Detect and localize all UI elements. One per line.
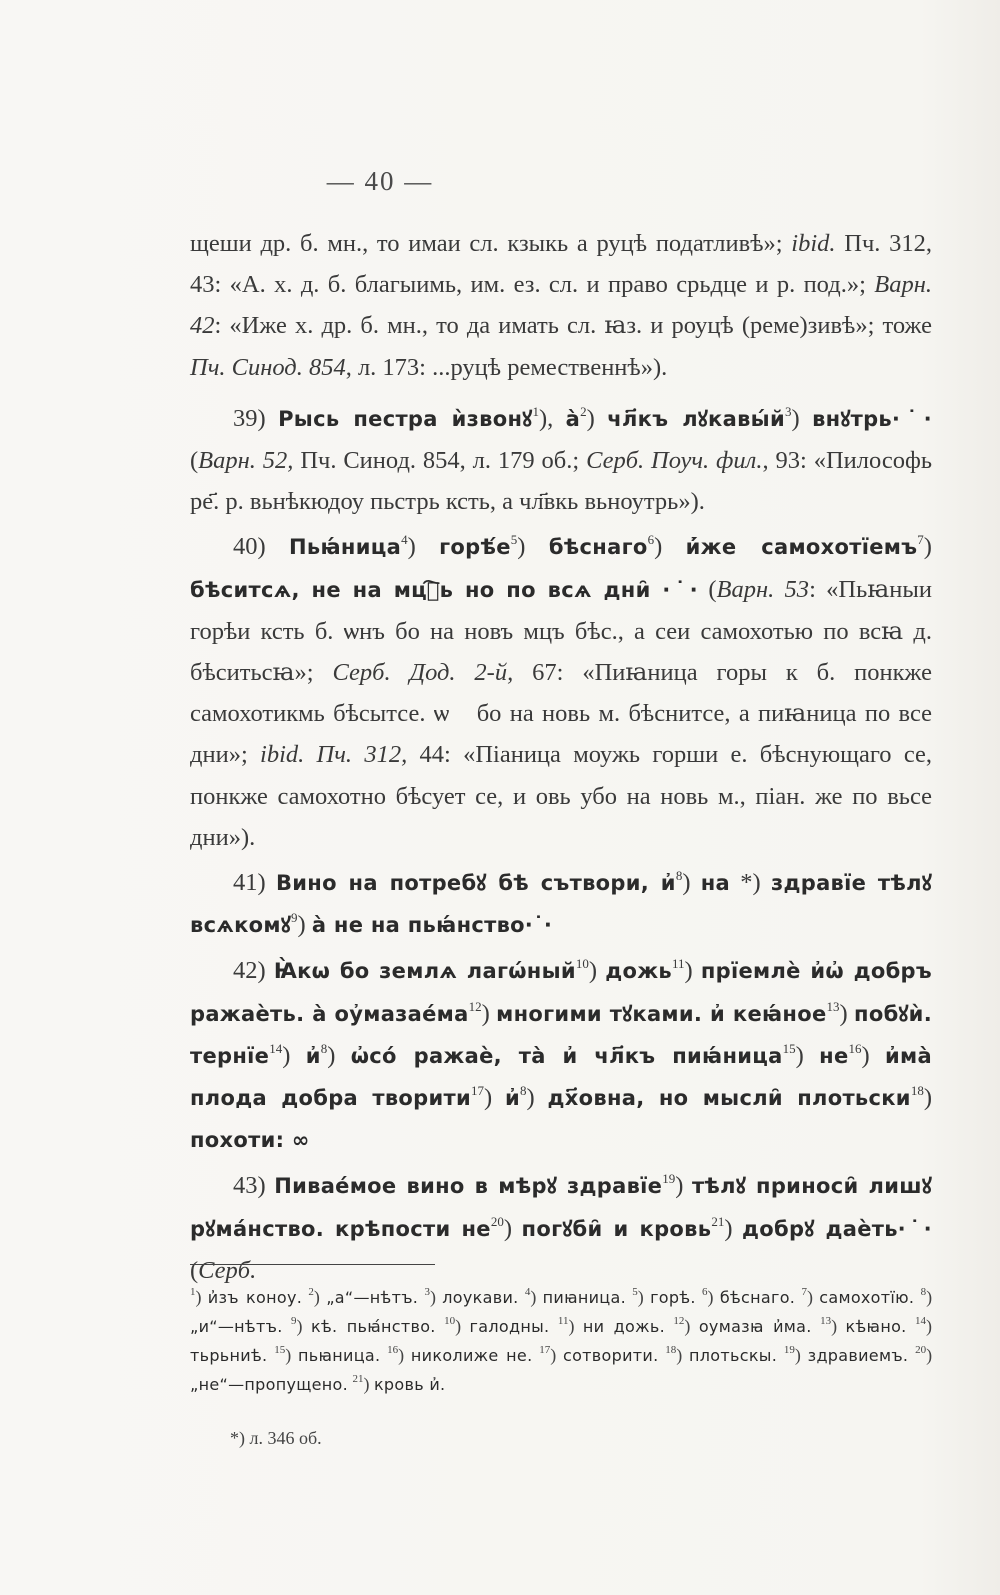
footnote-item: $^8$) „и“—нѣтъ. [190,1286,933,1336]
text-run: ) [675,1172,692,1200]
footnote-text: тьрьниѣ. [190,1346,268,1365]
church-slavonic-text: ѡ҆со́ ражаѐ, та̀ и҆ чл҃къ пиꙗ́ница [350,1043,783,1068]
church-slavonic-text: похоти: ∞ [190,1128,310,1153]
footnote-ref: 8 [520,1083,527,1099]
church-slavonic-text: тѣлꙋ приноси̑ лишꙋ рꙋма́нство. крѣпости не [190,1174,932,1241]
footnote-ref: 15 [782,1040,796,1056]
church-slavonic-text: дх҃овна, но мысли̑ плотьски [547,1086,911,1111]
footnote-number: 9 [291,1315,297,1327]
citation-italic: Серб. Дод. 2-й, [332,659,514,687]
footnote-number: 20 [915,1344,927,1356]
footnote-text: „а“—нѣтъ. [326,1288,419,1307]
footnote-text: ни дожь. [582,1317,665,1336]
text-run: ) [517,533,549,561]
footnote-text: николиже не. [410,1346,533,1365]
text-run: ) [724,1214,743,1242]
footnote-item: $^{21}$) кровь и҆. [352,1373,446,1394]
text-run: ), [538,404,566,432]
church-slavonic-text: Пьꙗ́ница [289,535,402,560]
citation-italic: Серб. [198,1256,257,1284]
text-run: ) [791,404,813,432]
footnote-text: плотьскы. [689,1346,778,1365]
footnote-ref: 10 [575,956,589,972]
footnote-ref: 8 [320,1040,328,1056]
paragraph-43 [190,1165,932,1291]
text-run: ) [861,1041,886,1069]
footnote-text: пьꙗница. [297,1346,381,1365]
footnote-item: $^3$) лоукави. [424,1286,519,1307]
text-run: ) [483,1084,505,1112]
church-slavonic-text: Вино на потребꙋ бѣ сътвори, и҆ [275,871,676,896]
text-run: ( [698,575,717,603]
footnote-text: кѣ. пьꙗ́нство. [310,1317,436,1336]
church-slavonic-text: Пивае́мое вино в мѣрꙋ здравїе [274,1174,663,1199]
footnote-number: 14 [915,1315,927,1327]
footnote-text: кровь и҆. [373,1375,446,1394]
church-slavonic-text: на [700,871,731,896]
text-run: ) [586,404,608,432]
text-run: ) [282,1041,306,1069]
footnote-text: и҆зъ коноу. [207,1288,303,1307]
text-run: : «Иже х. др. б. мн., то да имать сл. ꙗз. и роуцѣ (реме)зивѣ»; тоже [214,312,932,340]
text-run: *) [730,869,771,897]
footnote-ref: 20 [490,1213,504,1229]
footnote-text: самохотїю. [819,1288,915,1307]
text-run: ) [526,1084,548,1112]
footnote-text: бѣснаго. [719,1288,796,1307]
footnote-number: 18 [665,1344,677,1356]
text-run: ) [923,1084,932,1112]
citation-italic: Серб. Поуч. фил. [586,447,763,475]
church-slavonic-text: горѣ́е [439,535,511,560]
church-slavonic-text: многими тꙋками. и҆ кеꙗ́ное [496,1001,827,1026]
footnote-ref: 5 [510,532,518,548]
footnote-number: 19 [783,1344,795,1356]
church-slavonic-text: Рысь пестра ѝзвонꙋ [278,406,533,431]
footnote-number: 11 [557,1315,569,1327]
footnote-ref: 8 [675,868,683,884]
main-text [190,223,932,1295]
text-run: : «Пьꙗныи горѣи ксть б. ѡнъ бо на новъ мцъ бѣс., а сеи самохотью по всꙗ д. бѣситьсꙗ»; [190,575,932,687]
footnote-ref: 18 [910,1083,924,1099]
footnotes [190,1283,932,1399]
paragraph-40 [190,526,932,858]
text-run: 44: «Піаница моужь горши е. бѣснующаго се, понкже самохотно бѣсует се, и овь убо на новь м., піан. же по вьсе дни»). [190,741,932,851]
text-run: ( [190,1256,199,1284]
footnote-item: $^9$) кѣ. пьꙗ́нство. [291,1315,436,1336]
text-run: 43) [233,1172,275,1200]
footnote-ref: 13 [826,998,840,1014]
footnote-ref: 11 [671,956,685,972]
footnote-number: 21 [352,1373,364,1385]
church-slavonic-text: дожь [605,959,672,984]
citation-italic: Пч. Синод. 854 [190,353,346,381]
footnote-text: галодны. [469,1317,550,1336]
church-slavonic-text: Ꙗ̀кѡ бо землѧ лагѡ́ный [273,959,576,984]
citation-italic: Варн. 42 [190,271,932,340]
church-slavonic-text: побꙋѝ. тернїе [190,1001,932,1068]
paragraph-42 [190,950,932,1161]
footnote-text: „не“—пропущено. [190,1375,348,1394]
church-slavonic-text: внꙋтрь∙˙∙ [812,406,932,431]
paragraph-39 [190,398,932,523]
footnote-item: $^7$) самохотїю. [801,1286,915,1307]
church-slavonic-text: не [819,1043,849,1068]
text-run: 40) [233,533,290,561]
footnote-number: 16 [387,1344,399,1356]
footnote-ref: 14 [269,1040,283,1056]
footnote-ref: 21 [711,1213,725,1229]
paragraph-intro [190,223,932,388]
footnote-item: $^2$) „а“—нѣтъ. [308,1286,419,1307]
church-slavonic-text: здравїе тѣлꙋ всѧкомꙋ [190,871,932,938]
footnote-ref: 6 [647,532,655,548]
text-run: ) [684,957,701,985]
footnote-number: 17 [539,1344,551,1356]
citation-italic: Варн. 53 [716,575,810,603]
text-run: ( [190,447,199,475]
church-slavonic-text: а̀ не на пьꙗ́нство∙˙∙ [311,913,553,938]
footnote-number: 13 [820,1315,832,1327]
footnote-number: 5 [632,1286,638,1298]
footnote-ref: 7 [917,532,924,548]
church-slavonic-text: и҆ [505,1086,521,1111]
footnote-number: 3 [424,1286,430,1298]
footnote-item: $^{10}$) галодны. [444,1315,550,1336]
footnote-number: 4 [524,1286,531,1298]
footnote-item: $^{12}$) оумазꙗ и҆ма. [673,1315,812,1336]
footnote-number: 8 [920,1286,927,1298]
text-run: ) [588,957,606,985]
text-run: 67: «Пиꙗница горы к б. понкже самохотикмь бѣсытсе. ѡⷡ бо на новь м. бѣснитсе, а пиꙗница по все дни»; [190,659,932,769]
footnote-text: горѣ. [650,1288,696,1307]
footnote-text: здравиемъ. [807,1346,909,1365]
footnote-number: 15 [274,1344,286,1356]
star-footnote-text: л. 346 об. [249,1428,322,1448]
text-run: ) [297,911,312,939]
text-run: ) [503,1214,522,1242]
text-run: ) [795,1041,820,1069]
footnote-item: $^{20}$) „не“—пропущено. [190,1344,933,1394]
footnote-item: $^{16}$) николиже не. [387,1344,533,1365]
footnote-number: 2 [308,1286,314,1298]
text-run: , 93: «Пилософь ре҃. р. вьнѣкюдоу пьстрь ксть, а чл҃вкь вьноутрь»). [190,447,933,516]
star-footnote [230,1428,322,1449]
text-run: ) [682,869,701,897]
text-run: 39) [233,404,279,432]
footnote-item: $^{14}$) тьрьниѣ. [190,1315,933,1365]
footnote-number: 1 [190,1286,196,1298]
church-slavonic-text: и҆ [305,1043,321,1068]
footnote-number: 7 [801,1286,807,1298]
text-run: Пч. 312, 43: «А. х. д. б. благыимь, им. ез. сл. и право срьдце и р. под.»; [190,230,932,299]
footnote-ref: 1 [532,403,539,419]
citation-italic: Варн. 52, [198,447,294,475]
church-slavonic-text: прїемлѐ и҆ѡ҆ добръ ражаѐть. а̀ оу҆мазае́ма [190,959,932,1026]
text-run: Пч. Синод. 854, л. 179 об.; [293,447,587,475]
text-run: ) [407,533,440,561]
star-footnote-mark: *) [230,1428,245,1448]
footnote-ref: 17 [470,1083,484,1099]
footnote-ref: 3 [784,403,792,419]
text-run: 41) [233,869,276,897]
footnote-item: $^{18}$) плотьскы. [665,1344,778,1365]
church-slavonic-text: бѣснаго [548,535,648,560]
text-run: ) [327,1041,351,1069]
church-slavonic-text: чл҃къ лꙋкавы́й [607,406,785,431]
footnote-number: 10 [444,1315,456,1327]
footnote-item: $^{19}$) здравиемъ. [783,1344,909,1365]
footnote-ref: 2 [580,403,587,419]
text-run: ) [654,533,686,561]
text-run: щеши др. б. мн., то имаи сл. кзыкь а руцѣ податливѣ»; [190,230,792,257]
footnote-ref: 19 [662,1171,676,1187]
footnote-item: $^{11}$) ни дожь. [557,1315,665,1336]
citation-italic: ibid. Пч. 312, [260,741,408,769]
footnote-number: 12 [673,1315,685,1327]
footnote-item: $^6$) бѣснаго. [702,1286,796,1307]
footnote-text: кѣꙗно. [845,1317,907,1336]
footnote-item: $^{13}$) кѣꙗно. [820,1315,907,1336]
footnote-number: 6 [702,1286,708,1298]
church-slavonic-text: и҆́же самохотїемъ [685,535,918,560]
church-slavonic-text: а̀ [565,406,581,431]
footnote-rule [190,1264,435,1265]
text-run: ) [481,999,497,1027]
footnotes-block [190,1283,932,1399]
church-slavonic-text: бѣситсѧ, не на мцⷭ҇ь но по всѧ дни̑ ∙˙∙ [190,577,699,602]
footnote-ref: 4 [401,532,408,548]
footnote-text: пиꙗница. [542,1288,626,1307]
footnote-text: лоукави. [442,1288,519,1307]
paragraph-41 [190,862,932,946]
footnote-text: „и“—нѣтъ. [190,1317,283,1336]
church-slavonic-text: добрꙋ даѐть∙˙∙ [742,1216,932,1241]
footnote-text: сотворити. [562,1346,659,1365]
text-run: , л. 173: ...руцѣ ремественнѣ»). [345,353,668,381]
text-run: ) [839,999,855,1027]
footnote-ref: 16 [848,1040,862,1056]
page-number: — 40 — [326,166,434,196]
footnote-item: $^4$) пиꙗница. [524,1286,626,1307]
footnote-ref: 12 [468,998,482,1014]
citation-italic: ibid. [791,230,836,257]
footnote-ref: 9 [291,910,298,926]
footnote-text: оумазꙗ и҆ма. [698,1317,812,1336]
footnote-item: $^{15}$) пьꙗница. [274,1344,381,1365]
footnote-item: $^{17}$) сотворити. [539,1344,659,1365]
footnote-item: $^5$) горѣ. [632,1286,696,1307]
text-run: 42) [233,957,274,985]
text-run: ) [923,533,932,561]
church-slavonic-text: погꙋби̑ и кровь [521,1216,712,1241]
church-slavonic-text: и҆ма̀ плода добра творити [190,1043,932,1111]
footnote-item: $^1$) и҆зъ коноу. [190,1286,303,1307]
